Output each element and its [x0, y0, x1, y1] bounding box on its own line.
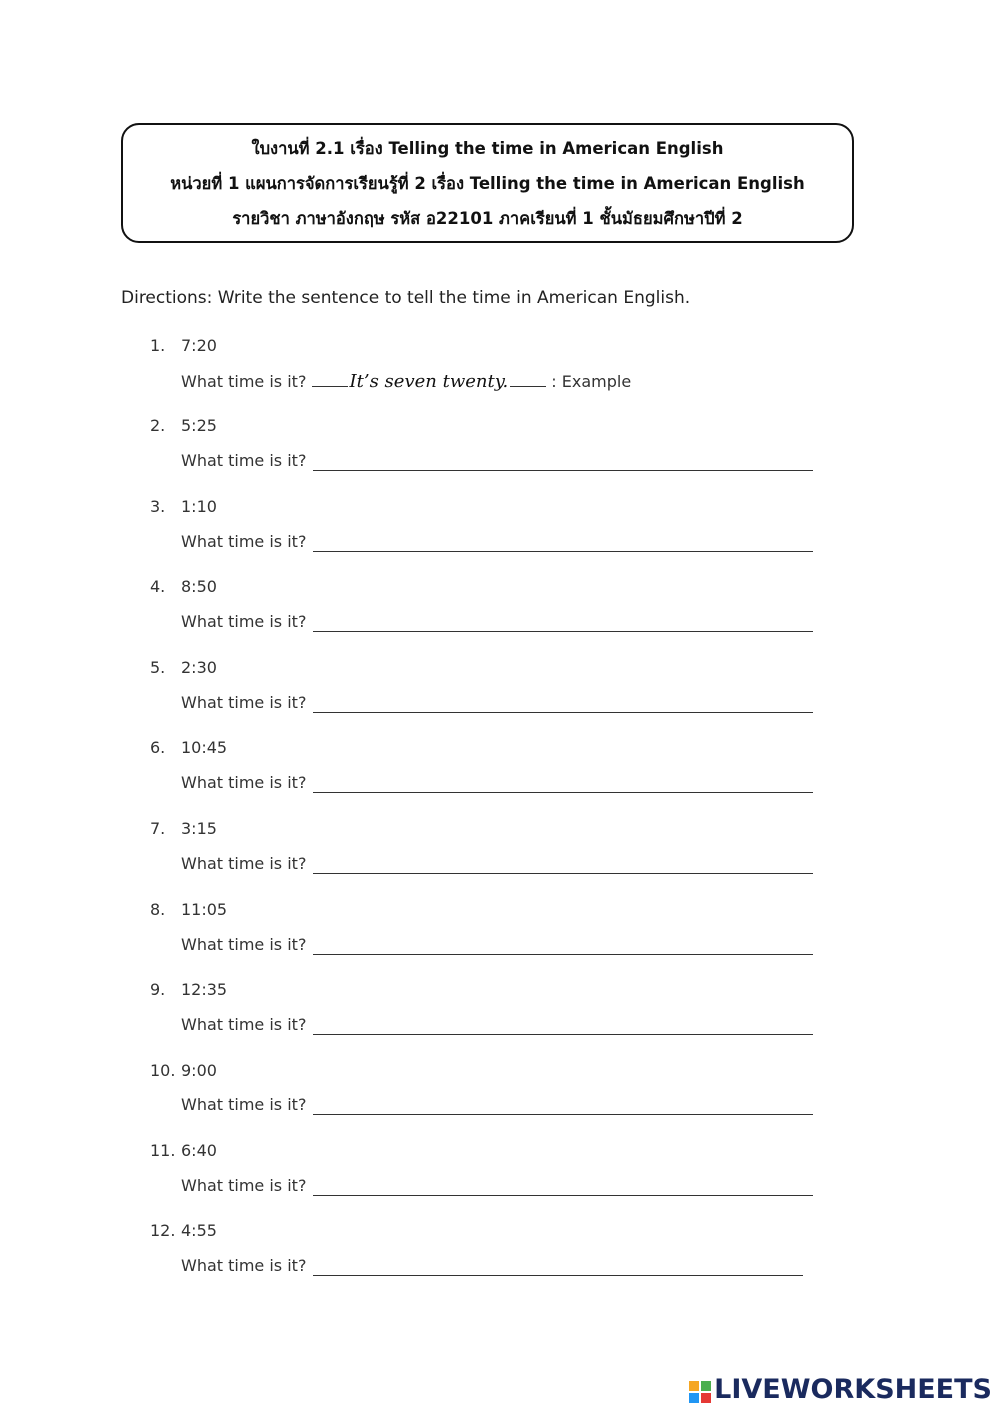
question-prompt: What time is it? — [181, 935, 307, 954]
answer-line-9[interactable] — [313, 1034, 813, 1035]
liveworksheets-icon — [689, 1379, 711, 1401]
answer-line-7[interactable] — [313, 873, 813, 874]
answer-line-12[interactable] — [313, 1275, 803, 1276]
question-prompt: What time is it? — [181, 1095, 307, 1114]
question-1-number: 1. 7:20 — [150, 336, 217, 355]
question-5-time: 2:30 — [181, 658, 217, 677]
question-prompt: What time is it? — [181, 532, 307, 551]
question-prompt: What time is it? — [181, 1256, 307, 1275]
question-4-time: 8:50 — [181, 577, 217, 596]
answer-line-3[interactable] — [313, 551, 813, 552]
question-prompt: What time is it? — [181, 854, 307, 873]
question-12-time: 4:55 — [181, 1221, 217, 1240]
question-prompt: What time is it? — [181, 773, 307, 792]
directions: Directions: Write the sentence to tell the time in American English. — [121, 288, 691, 308]
answer-line-10[interactable] — [313, 1114, 813, 1115]
question-9-time: 12:35 — [181, 980, 228, 999]
answer-line-6[interactable] — [313, 792, 813, 793]
question-10-number: 10. 9:00 — [150, 1061, 217, 1080]
question-1-time: 7:20 — [181, 336, 217, 355]
question-10-time: 9:00 — [181, 1061, 217, 1080]
answer-line-8[interactable] — [313, 954, 813, 955]
example-label: : Example — [546, 372, 632, 391]
question-6-time: 10:45 — [181, 738, 228, 757]
question-5-number: 5. 2:30 — [150, 658, 217, 677]
liveworksheets-logo — [689, 1374, 992, 1405]
question-prompt: What time is it? — [181, 1015, 307, 1034]
header-course: รายวิชา ภาษาอังกฤษ รหัส อ22101 ภาคเรียนที่ 1 ชั้นมัธยมศึกษาปีที่ 2 — [232, 208, 743, 228]
question-prompt: What time is it? — [181, 372, 307, 391]
question-2-number: 2. 5:25 — [150, 416, 217, 435]
question-7-number: 7. 3:15 — [150, 819, 217, 838]
logo-text: LIVEWORKSHEETS — [714, 1374, 992, 1405]
question-12-number: 12. 4:55 — [150, 1221, 217, 1240]
question-2-time: 5:25 — [181, 416, 217, 435]
header-unit: หน่วยที่ 1 แผนการจัดการเรียนรู้ที่ 2 เรื่อง Telling the time in American English — [170, 173, 805, 193]
question-8-time: 11:05 — [181, 900, 228, 919]
answer-line-11[interactable] — [313, 1195, 813, 1196]
question-3-time: 1:10 — [181, 497, 217, 516]
header-title: ใบงานที่ 2.1 เรื่อง Telling the time in American English — [251, 138, 724, 158]
question-9-number: 9. 12:35 — [150, 980, 228, 999]
answer-line-2[interactable] — [313, 470, 813, 471]
question-6-number: 6. 10:45 — [150, 738, 228, 757]
question-1-example — [181, 371, 631, 392]
answer-line-4[interactable] — [313, 631, 813, 632]
question-prompt: What time is it? — [181, 451, 307, 470]
question-11-number: 11. 6:40 — [150, 1141, 217, 1160]
question-7-time: 3:15 — [181, 819, 217, 838]
question-4-number: 4. 8:50 — [150, 577, 217, 596]
answer-line-5[interactable] — [313, 712, 813, 713]
question-prompt: What time is it? — [181, 1176, 307, 1195]
question-3-number: 3. 1:10 — [150, 497, 217, 516]
question-11-time: 6:40 — [181, 1141, 217, 1160]
example-answer: It’s seven twenty. — [349, 371, 509, 392]
question-8-number: 8. 11:05 — [150, 900, 228, 919]
question-prompt: What time is it? — [181, 693, 307, 712]
question-prompt: What time is it? — [181, 612, 307, 631]
